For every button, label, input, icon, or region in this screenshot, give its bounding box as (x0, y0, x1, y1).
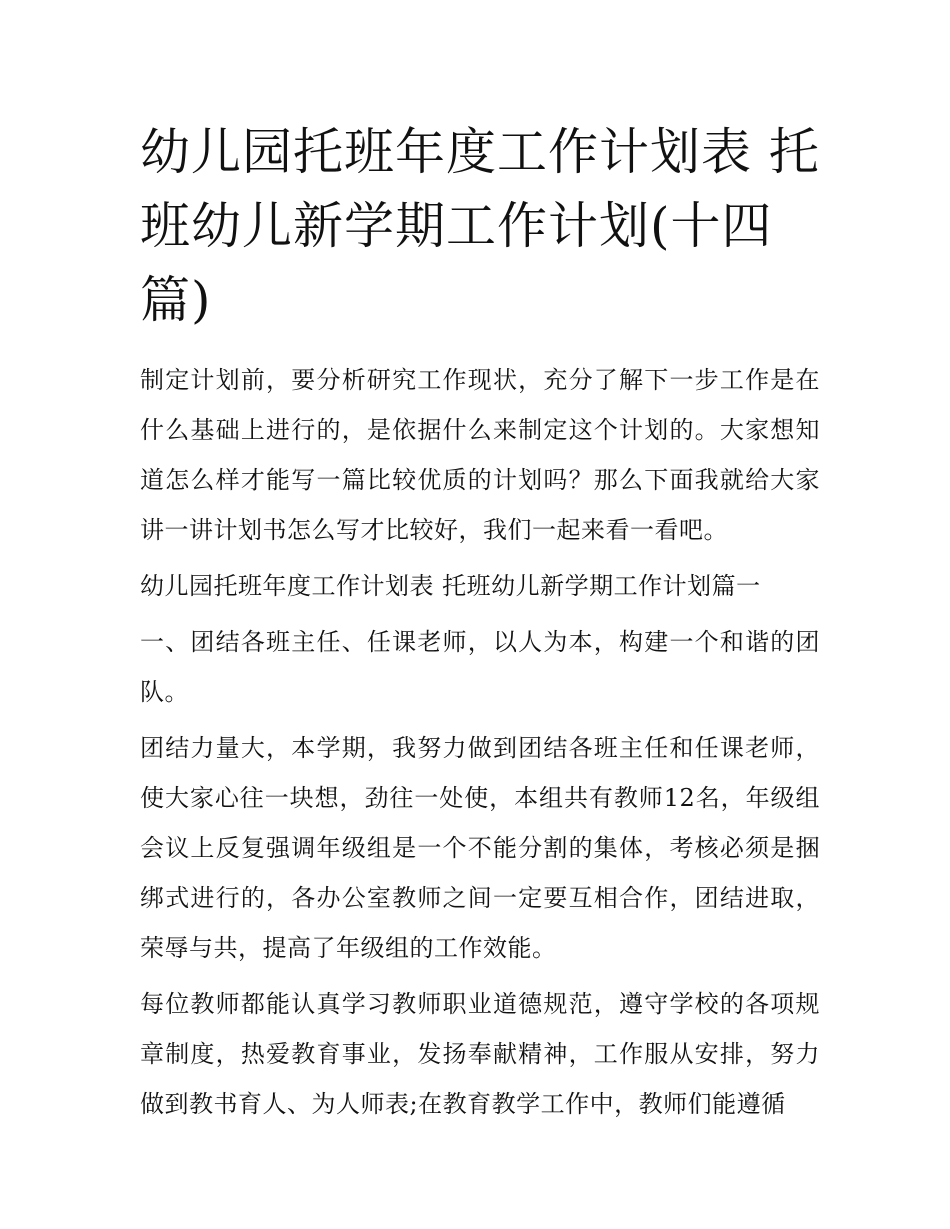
body-paragraph: 团结力量大，本学期，我努力做到团结各班主任和任课老师，使大家心往一块想，劲往一处使，本组共有教师12名，年级组会议上反复强调年级组是一个不能分割的集体，考核必须是捆绑式进行的，各办公室教师之间一定要互相合作，团结进取，荣辱与共，提高了年级组的工作效能。 (140, 734, 820, 962)
document-title: 幼儿园托班年度工作计划表 托班幼儿新学期工作计划(十四篇) (140, 123, 820, 329)
point-heading: 一、团结各班主任、任课老师，以人为本，构建一个和谐的团队。 (140, 628, 820, 706)
document-body (140, 355, 820, 1135)
body-paragraph: 每位教师都能认真学习教师职业道德规范，遵守学校的各项规章制度，热爱教育事业，发扬奉献精神，工作服从安排，努力做到教书育人、为人师表;在教育教学工作中，教师们能遵循 (140, 990, 820, 1118)
intro-paragraph: 制定计划前，要分析研究工作现状，充分了解下一步工作是在什么基础上进行的，是依据什么来制定这个计划的。大家想知道怎么样才能写一篇比较优质的计划吗？那么下面我就给大家讲一讲计划书怎么写才比较好，我们一起来看一看吧。 (140, 366, 820, 544)
section-heading: 幼儿园托班年度工作计划表 托班幼儿新学期工作计划篇一 (140, 572, 761, 600)
